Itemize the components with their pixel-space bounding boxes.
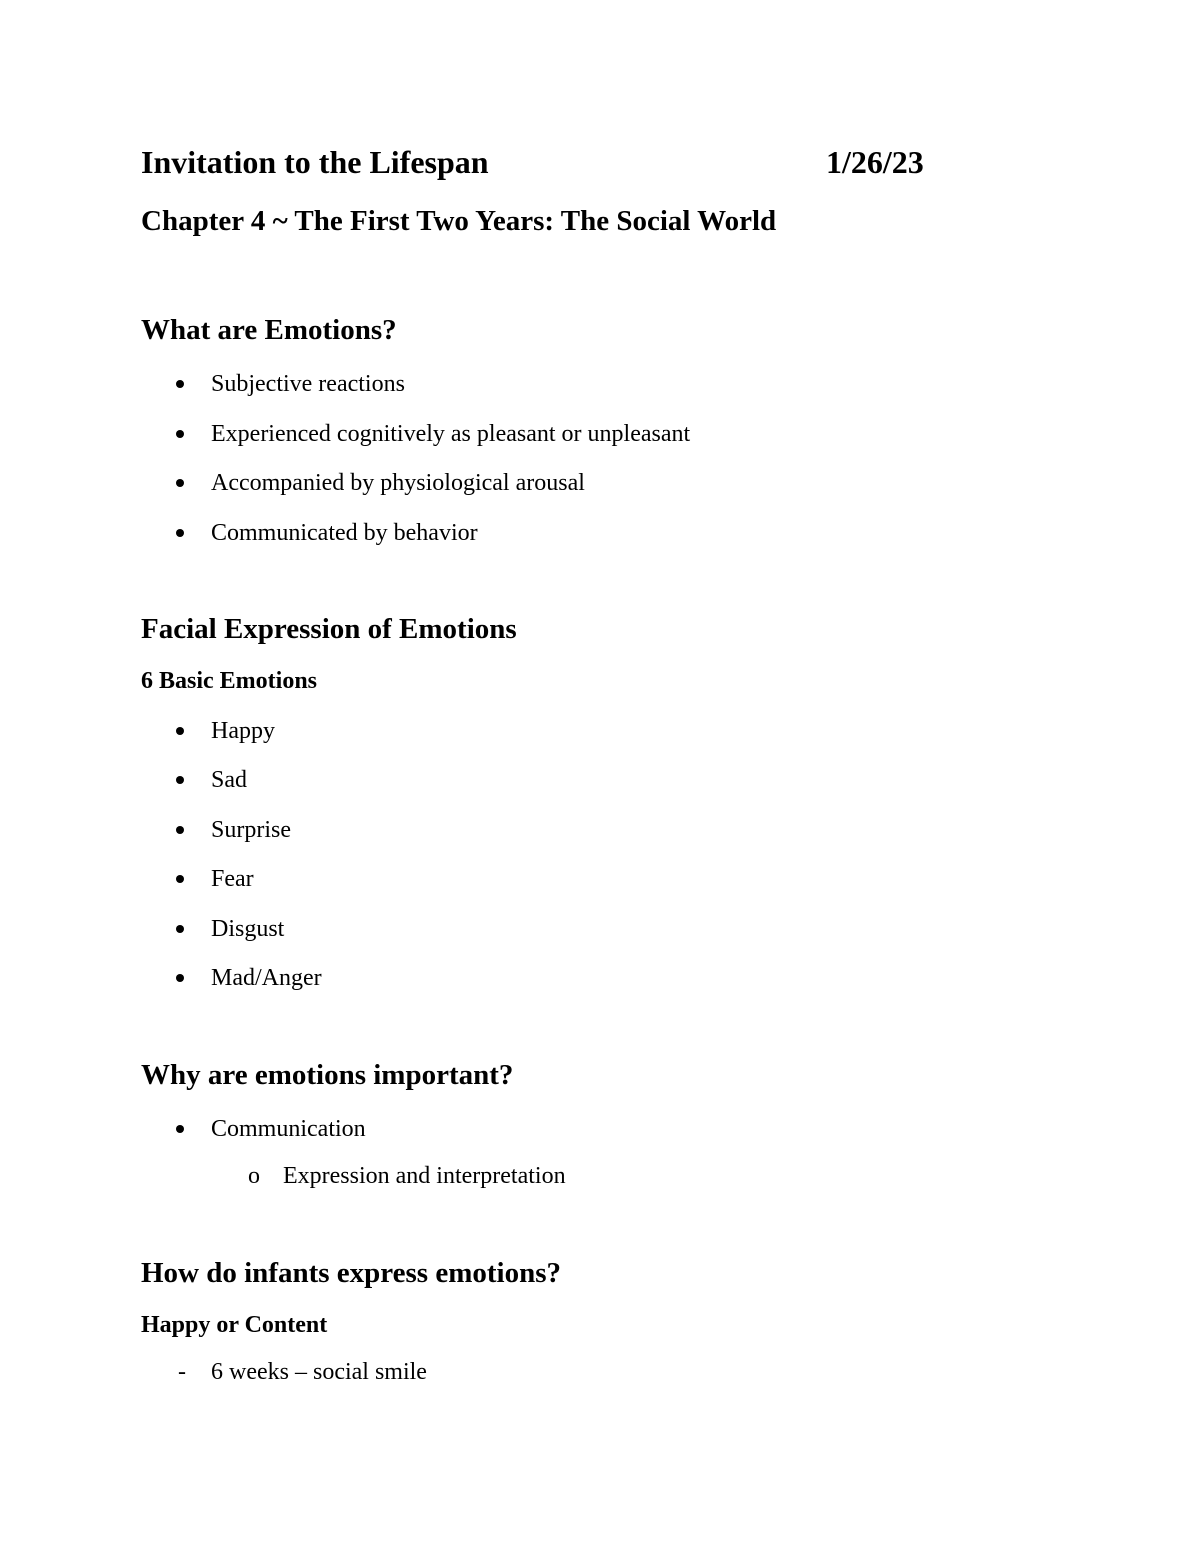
list-item: Disgust: [211, 916, 285, 942]
dash-marker: -: [178, 1359, 186, 1385]
bullet-icon: [176, 826, 184, 834]
list-item: Happy: [211, 718, 275, 744]
list-item: Surprise: [211, 817, 291, 843]
bullet-icon: [176, 529, 184, 537]
list-item: Subjective reactions: [211, 371, 405, 397]
bullet-icon: [176, 430, 184, 438]
bullet-icon: [176, 875, 184, 883]
list-item: Accompanied by physiological arousal: [211, 470, 585, 496]
sub-list-item: Expression and interpretation: [283, 1163, 566, 1189]
chapter-heading: Chapter 4 ~ The First Two Years: The Social World: [141, 205, 777, 237]
list-item: Sad: [211, 767, 247, 793]
bullet-icon: [176, 776, 184, 784]
document-date: 1/26/23: [826, 144, 924, 180]
section-heading-importance: Why are emotions important?: [141, 1059, 514, 1091]
section-heading-emotions: What are Emotions?: [141, 314, 397, 346]
subheading-happy-content: Happy or Content: [141, 1312, 328, 1338]
list-item: Communicated by behavior: [211, 520, 478, 546]
section-heading-facial: Facial Expression of Emotions: [141, 613, 517, 645]
list-item: Mad/Anger: [211, 965, 322, 991]
document-title: Invitation to the Lifespan: [141, 144, 489, 180]
list-item: Communication: [211, 1116, 366, 1142]
section-heading-infants: How do infants express emotions?: [141, 1257, 561, 1289]
list-item: Experienced cognitively as pleasant or unpleasant: [211, 421, 691, 447]
bullet-icon: [176, 974, 184, 982]
bullet-icon: [176, 727, 184, 735]
sub-bullet-marker: o: [248, 1163, 260, 1189]
bullet-icon: [176, 380, 184, 388]
subheading-basic-emotions: 6 Basic Emotions: [141, 668, 318, 694]
list-item: 6 weeks – social smile: [211, 1359, 427, 1385]
bullet-icon: [176, 1125, 184, 1133]
bullet-icon: [176, 479, 184, 487]
bullet-icon: [176, 925, 184, 933]
list-item: Fear: [211, 866, 254, 892]
